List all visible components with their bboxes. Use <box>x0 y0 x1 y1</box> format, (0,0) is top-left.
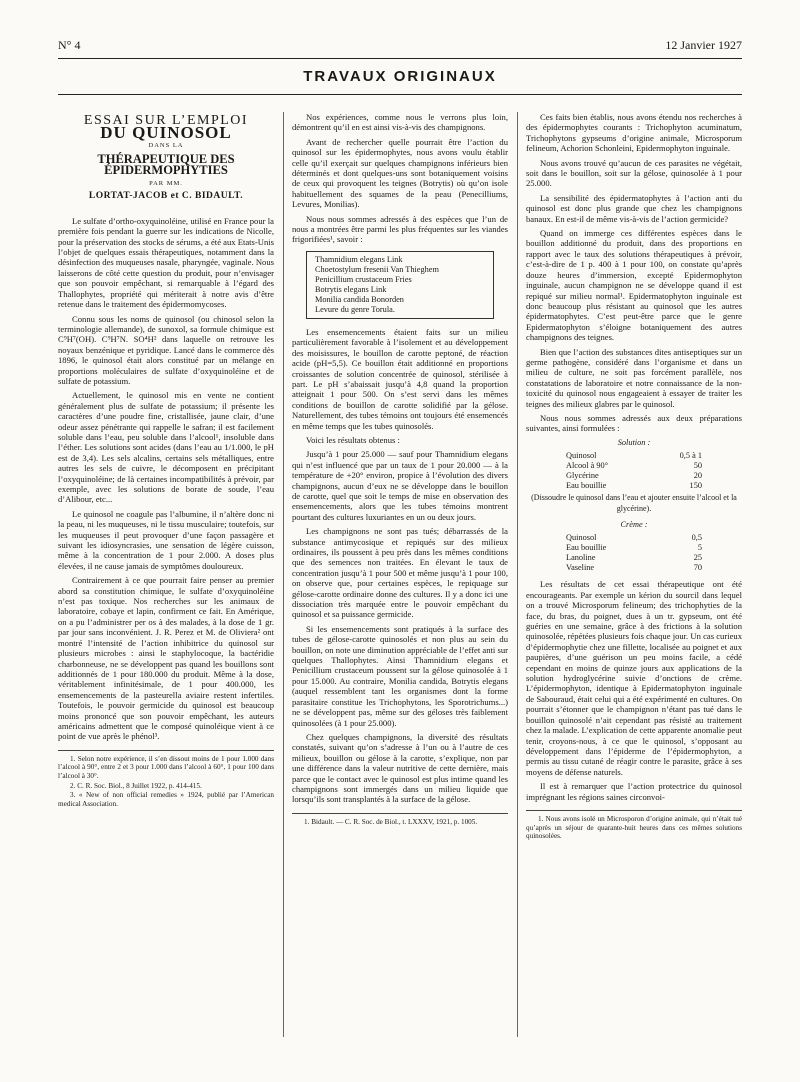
formula-quantity: 150 <box>689 481 702 491</box>
formula-row <box>526 543 742 553</box>
paragraph: Nous avons trouvé qu’aucun de ces parasites ne végétait, soit dans le bouillon, soit sur la gélose, quinosolée à 1 pour 25.000. <box>526 157 742 189</box>
paragraph: Si les ensemencements sont pratiqués à la surface des tubes de gélose-carotte quinosolés et non plus au sein du bouillon, on note une diminution appréciable de l’effet anti sur quelques Thallophytes. Ainsi Thamnidium elegans et Penicillium crustaceum poussent sur la gélose quinosolée à 1 pour 15.000. Au contraire, Monilia candida, Botrytis elegans (auquel ressemblent tant les organismes dont la forme parasitaire constitue les Trichophytons, les Sporotrichums...) ne se développent pas, même sur des géloses très faiblement quinosolées (à 1 pour 25.000). <box>292 623 508 728</box>
column-2 <box>292 112 508 1037</box>
formula-row <box>526 481 742 491</box>
formula-quantity: 5 <box>697 543 702 553</box>
formula-ingredient: Lanoline <box>566 553 596 563</box>
species-item: Penicillium crustaceum Fries <box>315 274 412 284</box>
paragraph: Voici les résultats obtenus : <box>306 434 400 445</box>
species-list <box>306 251 494 319</box>
formula-row <box>526 451 742 461</box>
paragraph: Ces faits bien établis, nous avons étendu nos recherches à des épidermophytes courants : Trichophyton acuminatum, Trichophytons gypseums d’origine animale, Microsporum felineum, Achorion Schonleini, Epidermophyton inguinale. <box>526 112 742 154</box>
article-title-line-4: THÉRAPEUTIQUE DES ÉPIDERMOPHYTIES <box>97 152 235 177</box>
footnote-rule <box>58 750 274 751</box>
paragraph: Chez quelques champignons, la diversité des résultats constatés, suivant qu’on s’adresse à l’un ou à l’autre de ces milieux, bouillon ou gélose à la carotte, s’explique, non par une différence dans la valeur nutritive de cette dernière, mais parce que le contact avec le quinosol est plus intime quand les champignons sont immergés dans un milieu liquide que lorsqu’ils sont transplantés à la surface de la gélose. <box>292 731 508 805</box>
footnote-rule <box>526 810 742 811</box>
column-1 <box>58 112 274 1037</box>
formula-ingredient: Eau bouillie <box>566 481 607 491</box>
footnote: 1. Selon notre expérience, il s’en dissout moins de 1 pour 1.000 dans l’alcool à 90°, entre 2 et 3 pour 1.000 dans l’alcool à 60°, 1 pour 100 dans l’alcool à 30°. <box>58 754 274 780</box>
paragraph: Contrairement à ce que pourrait faire penser au premier abord sa constitution chimique, le sulfate d’oxyquinoléine n’est pas toxique. Nos recherches sur les animaux de laboratoire, cobaye et lapin, confirment ce fait. En Amérique, on a pu l’administrer per os à des malades, à la dose de 1 gr. par jour sans inconvénient. J. R. Perez et M. de Oliviera² ont montré l’intensité de l’action inhibitrice du quinosol sur plusieurs microbes : ainsi le staphylocoque, la bactéridie charbonneuse, ne se développent pas quand les bouillons sont additionnés de 1 pour 180.000 du produit. Même à la dose, véritablement infinitésimale, de 1 pour 400.000, les ensemencements de la pasteurella aviaire restent infertiles. Toutefois, le pouvoir germicide du quinosol est beaucoup moins prononcé que son pouvoir empêchant, les auteurs américains admettent que le composé quinoléique vient à ce point de vue après le phénol³. <box>58 575 274 742</box>
solution-formula <box>526 438 742 514</box>
paragraph: Bien que l’action des substances dites antiseptiques sur un germe pathogène, considéré dans l’organisme et dans un milieu de culture, ne soit pas forcément parallèle, nos constatations de laboratoire et notre connaissance de la non-toxicité du quinosol nous engageaient à essayer de traiter les teignes des milieux glabres par le quinosol. <box>526 346 742 409</box>
paragraph: Les champignons ne sont pas tués; débarrassés de la substance antimycosique et repiqués sur des milieux ordinaires, ils poussent à peu près dans les mêmes conditions que des semences non traitées. En élevant le taux de concentration jusqu’à 1 pour 500 et même jusqu’à 1 pour 100, on observe que, pour certaines espèces, le repiquage sur gélose-carotte ordinaire donne des cultures. Il y a donc ici une dissociation très marquée entre le pouvoir empêchant du quinosol et sa puissance germicide. <box>292 526 508 620</box>
paragraph: Les résultats de cet essai thérapeutique ont été encourageants. Par exemple un kérion du sourcil dans lequel on a trouvé Microsporum felineum; des trichophyties de la face, du bras, du poignet, dues à un tr. gypseum, ont été guéries en une semaine, grâce à des frictions à la solution quinosolée, répétées plusieurs fois chaque jour. Un cas curieux d’épidermophytie chez une fillette, localisée au poignet et aux paupières, d’une guérison un peu moins facile, a cédé cependant en moins de quinze jours aux applications de la solution hydroglycérine suivie d’onctions de crème. L’épidermophyton, identique à Epidermatophyton inguinale de Sabouraud, était celui qui a été expérimenté en cultures. On pourrait s’étonner que le champignon n’étant pas tué dans le bouillon quinosolé n’ait cependant pas résisté au traitement chez la malade. L’explication de cette apparente anomalie peut tenir, croyons-nous, à ce que le quinosol, s’opposant au développement dans l’épiderme de l’épidermophyton, a permis au tissu cutané de réagir contre le parasite, grâce à ses moyens de défense naturels. <box>526 579 742 777</box>
formula-row <box>526 553 742 563</box>
issue-date: 12 Janvier 1927 <box>665 38 742 52</box>
formula-row <box>526 563 742 573</box>
header-rule <box>58 58 742 59</box>
article-heading <box>58 113 274 202</box>
paragraph: Avant de rechercher quelle pourrait être l’action du quinosol sur les épidermophytes, nous avons voulu établir celle qu’il exerçait sur quelques champignons inférieurs bien déterminés et dont quelques-uns sont botaniquement voisins de ceux qui provoquent les teignes (Botrytis) où qu’on isole habituellement des squames de la peau (Penecilliums, Levures, Monilias). <box>292 136 508 210</box>
paragraph: Nous nous sommes adressés aux deux préparations suivantes, ainsi formulées : <box>526 412 742 434</box>
species-item: Botrytis elegans Link <box>315 284 387 294</box>
paragraph: Jusqu’à 1 pour 25.000 — sauf pour Thamnidium elegans qui n’est influencé que par un taux de 1 pour 20.000 — à la température de +20° environ, propice à l’évolution des divers champignons, aucun d’eux ne se développe dans le bouillon de carotte, quel que soit le temps de mise en observation des ensemencements, alors que les tubes témoins montrent pourtant des cultures luxuriantes en un ou deux jours. <box>292 449 508 522</box>
paragraph: Le quinosol ne coagule pas l’albumine, il n’altère donc ni la peau, ni les muqueuses, ni le tissu musculaire; toutefois, sur les muqueuses il peut provoquer d’une façon passagère et suivant les idiosyncrasies, une sensation de légère cuisson, même à la concentration de 1 pour 2.000. A doses plus élevées, il ne cause jamais de symptômes douloureux. <box>58 508 274 571</box>
formula-row <box>526 461 742 471</box>
column-separator <box>517 112 518 1037</box>
article-title-line-2: DU QUINOSOL <box>100 123 232 143</box>
footnote-rule <box>292 813 508 814</box>
species-item: Choetostylum fresenii Van Thieghem <box>315 264 439 274</box>
paragraph: Nos expériences, comme nous le verrons plus loin, démontrent qu’il en est ainsi vis-à-vis des champignons. <box>292 112 508 133</box>
article-title-line-3: DANS LA <box>148 141 184 149</box>
column-separator <box>283 112 284 1037</box>
column-3 <box>526 112 742 1037</box>
paragraph: La sensibilité des épidermatophytes à l’action anti du quinosol est donc plus grande que chez les champignons banaux. En est-il de même vis-à-vis de l’action germicide? <box>526 192 742 224</box>
formula-title: Solution : <box>617 437 651 447</box>
issue-number: N° 4 <box>58 38 81 52</box>
section-rule <box>58 94 742 95</box>
formula-quantity: 25 <box>693 553 702 563</box>
formula-ingredient: Alcool à 90° <box>566 461 609 471</box>
formula-ingredient: Quinosol <box>566 451 597 461</box>
paragraph: Nous nous sommes adressés à des espèces que l’un de nous a montrées être parmi les plus fréquentes sur les viandes frigorifiées¹, savoir : <box>292 213 508 245</box>
formula-note: (Dissoudre le quinosol dans l’eau et ajouter ensuite l’alcool et la glycérine). <box>531 493 737 513</box>
formula-quantity: 0,5 à 1 <box>679 451 702 461</box>
paragraph: Le sulfate d’ortho-oxyquinoléine, utilisé en France pour la première fois pendant la guerre sur les indications de Nicolle, pour la préservation des stocks de sérums, a été aux Etats-Unis l’objet de quelques essais thérapeutiques, notamment dans la désinfection des muqueuses nasale, pharyngée, vaginale. Nous laisserons de côté cette question du produit, pour n’envisager que son pouvoir empêchant, si remarquable à l’égard des Thallophytes, propriété qui mériterait à notre avis d’être retenue dans le traitement des épidermomycoses. <box>58 215 274 310</box>
formula-ingredient: Glycérine <box>566 471 599 481</box>
species-item: Levure du genre Torula. <box>315 304 395 314</box>
formula-quantity: 50 <box>693 461 702 471</box>
formula-title: Crème : <box>620 520 648 529</box>
page-header <box>58 38 742 58</box>
section-title: TRAVAUX ORIGINAUX <box>303 68 497 85</box>
paragraph: Quand on immerge ces différentes espèces dans le bouillon additionné du produit, dans des proportions en rapport avec le taux des solutions thérapeutiques à prévoir, c’est-à-dire de 1 p. 400 à 1 pour 100, on constate qu’après douze heures d’immersion, excepté Epidermophyton inguinale, aucun champignon ne se développe quand il est repiqué sur milieu normal¹. Epidermatophyton inguinale est donc beaucoup plus résistant au quinosol que les autres épidermatophytes. C’est peut-être parce que le genre Epidermatophyton s’éloigne botaniquement des autres champignons des teignes. <box>526 228 742 343</box>
article-authors: LORTAT-JACOB et C. BIDAULT. <box>88 191 244 202</box>
footnote: 1. Nous avons isolé un Microsporon d’origine animale, qui n’était tué qu’après un séjour de quarante-huit heures dans ces mêmes solutions quinosolées. <box>526 814 742 841</box>
footnote: 3. « New of non official remedies » 1924, publié par l’American medical Association. <box>58 791 274 808</box>
formula-row <box>526 471 742 481</box>
article-byline-prefix: PAR MM. <box>149 180 183 188</box>
formula-quantity: 0,5 <box>691 533 702 543</box>
formula-ingredient: Eau bouillie <box>566 543 607 553</box>
paragraph: Il est à remarquer que l’action protectrice du quinosol imprégnant les régions saines circonvoi- <box>526 781 742 802</box>
paragraph: Actuellement, le quinosol mis en vente ne contient généralement plus de sulfate de potassium; il présente les caractères d’une poudre fine, cristallisée, jaune clair, d’une odeur assez pénétrante qui rappelle le safran; il est facilement soluble dans l’eau, peu soluble dans l’alcool¹, insoluble dans l’éther. Les solutions sont acides (dans l’eau au 1/1.000, le pH est de 3,4). Les sels alcalins, certains sels métalliques, entre autres les sels de cuivre, le décomposent en précipitant l’oxyquinoléine; de là certaines incompatibilités à prévoir, par exemple, avec les solutions de borate de soude, l’eau d’Alibour, etc... <box>58 390 274 505</box>
footnote: 1. Bidault. — C. R. Soc. de Biol., t. LXXXV, 1921, p. 1005. <box>304 817 478 826</box>
columns <box>58 112 742 1037</box>
paragraph: Connu sous les noms de quinosol (ou chinosol selon la terminologie allemande), de sunoxol, sa formule chimique est C⁹H⁷(OH). C⁹H⁷N. SO⁴H² dans laquelle on retrouve les noyaux benzénique et pyridique. Lancé dans le commerce dès 1896, le quinosol était alors constitué par un mélange en proportions moléculaires de sulfate d’oxyquinoléine et de sulfate de potassium. <box>58 313 274 386</box>
formula-ingredient: Vaseline <box>566 563 595 573</box>
formula-row <box>526 533 742 543</box>
species-item: Monilia candida Bonorden <box>315 294 404 304</box>
article-title-line-1: ESSAI SUR L’EMPLOI <box>83 113 249 128</box>
species-item: Thamnidium elegans Link <box>315 254 403 264</box>
formula-quantity: 70 <box>693 563 702 573</box>
paragraph: Les ensemencements étaient faits sur un milieu particulièrement favorable à l’isolement et au développement des moisissures, le bouillon de carotte peptoné, de réaction acide (pH=5,5). Ce bouillon était additionné en proportions croissantes de solution concentrée de quinosol, stérilisée à part. Le pH s’abaissait jusqu’à 4,8 quand la proportion atteignait 1 pour 500. On s’est servi dans les mêmes conditions de bouillon de carotte solidifié par la gélose. Naturellement, des tubes témoins ont toujours été ensemencés en même temps que les tubes quinosolés. <box>292 326 508 431</box>
creme-formula <box>526 520 742 573</box>
footnote: 2. C. R. Soc. Biol., 8 Juillet 1922, p. 414-415. <box>70 781 202 790</box>
formula-quantity: 20 <box>693 471 702 481</box>
formula-ingredient: Quinosol <box>566 533 597 543</box>
